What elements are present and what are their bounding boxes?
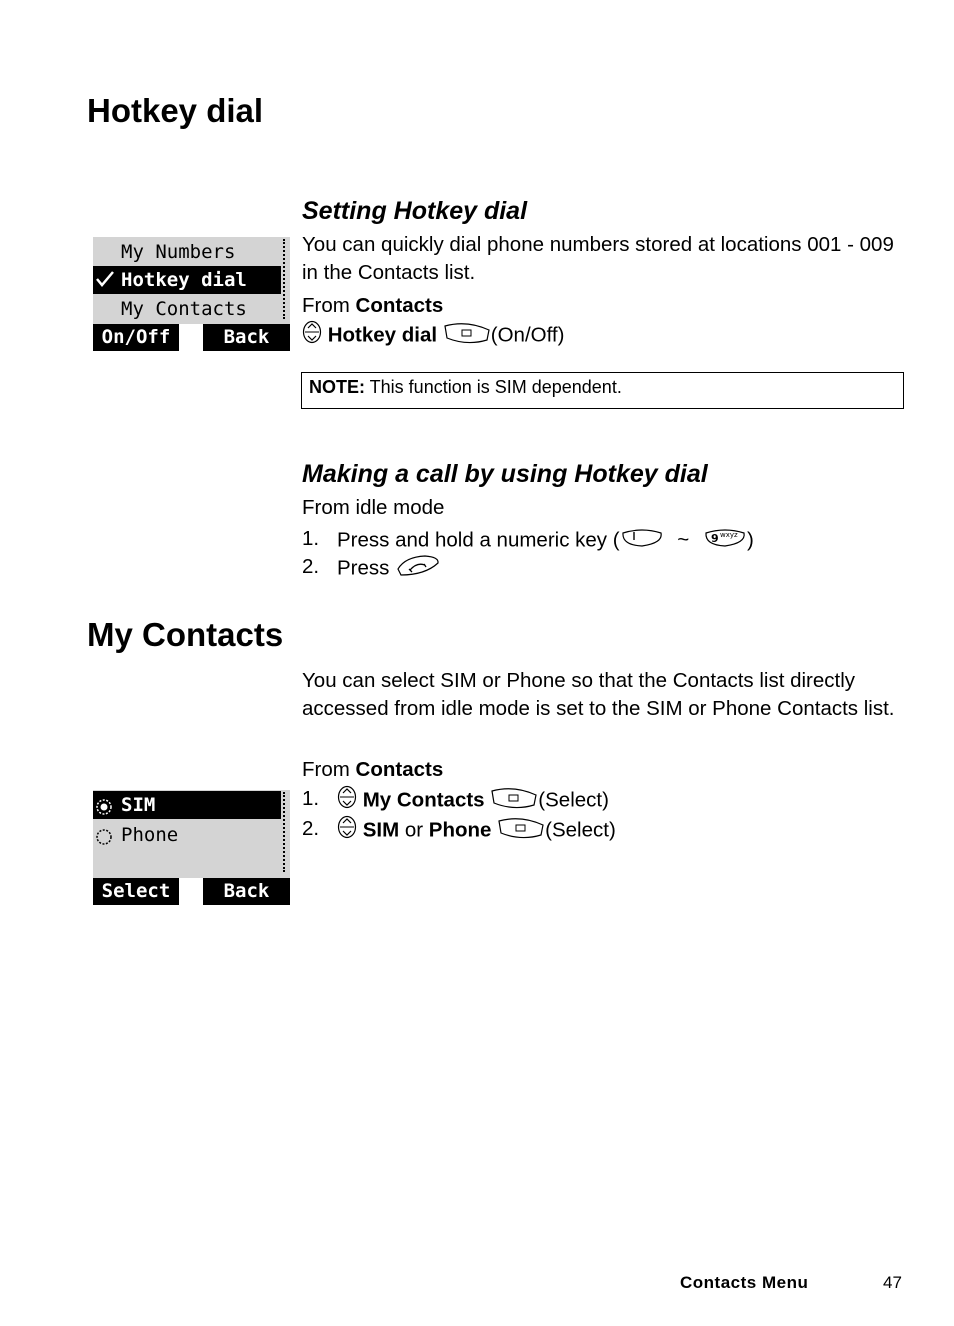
step-on-off: (On/Off) xyxy=(490,323,565,347)
note-text: This function is SIM dependent. xyxy=(365,377,622,397)
screen-item-phone-label: Phone xyxy=(121,824,179,846)
softkey-right-back: Back xyxy=(203,324,290,351)
call-step-2 xyxy=(302,553,390,581)
screen-item-my-contacts: My Contacts xyxy=(121,298,247,320)
section-title-my-contacts: My Contacts xyxy=(87,616,284,653)
send-call-icon xyxy=(395,553,441,585)
step-or: or xyxy=(399,818,429,842)
from-prefix: From xyxy=(302,294,356,317)
my-contacts-from-line xyxy=(302,756,443,784)
screen-scrollbar xyxy=(283,239,288,319)
softkey-left-on-off: On/Off xyxy=(93,324,179,351)
call-step-1-close: ) xyxy=(746,528,754,552)
screen-item-phone xyxy=(93,821,281,849)
step-number: 2. xyxy=(302,555,320,578)
step-number: 1. xyxy=(302,527,320,550)
setting-paragraph: You can quickly dial phone numbers stored at locations 001 - 009 in the Contacts list. xyxy=(302,233,894,284)
key-1-icon xyxy=(620,525,664,557)
step-number: 1. xyxy=(302,787,320,810)
screen-item-sim xyxy=(93,791,281,819)
call-step-1 xyxy=(302,525,754,553)
tilde: ~ xyxy=(677,528,690,552)
step-my-contacts: My Contacts xyxy=(362,788,485,812)
step-sim: SIM xyxy=(362,818,400,842)
step-select: (Select) xyxy=(545,818,616,842)
phone-screen-hotkey xyxy=(93,237,290,351)
phone-screen-my-contacts xyxy=(93,790,290,905)
section-title-hotkey-dial: Hotkey dial xyxy=(87,92,264,129)
softkey-icon xyxy=(497,815,545,847)
step-number: 2. xyxy=(302,817,320,840)
footer-section-name: Contacts Menu xyxy=(680,1273,809,1292)
call-step-1-text: Press and hold a numeric key ( xyxy=(337,528,620,552)
setting-step-line xyxy=(302,320,564,352)
screen-scrollbar xyxy=(283,792,288,872)
footer-page-number: 47 xyxy=(883,1273,902,1292)
softkey-right-back: Back xyxy=(203,878,290,905)
contacts-step-2-body xyxy=(337,815,616,847)
contacts-step-1 xyxy=(302,785,609,813)
radio-empty-icon xyxy=(95,826,113,854)
screen-item-my-numbers: My Numbers xyxy=(121,241,236,263)
svg-text:wxyz: wxyz xyxy=(719,531,738,539)
from-idle-line: From idle mode xyxy=(302,496,445,519)
screen-item-hotkey-label: Hotkey dial xyxy=(121,269,247,291)
subsection-title-making-call: Making a call by using Hotkey dial xyxy=(302,460,708,488)
note-label: NOTE: xyxy=(309,377,365,397)
radio-selected-icon xyxy=(95,796,113,824)
screen-item-sim-label: SIM xyxy=(121,794,156,816)
note-box xyxy=(301,372,904,409)
softkey-icon xyxy=(443,320,491,352)
nav-updown-icon xyxy=(337,815,357,847)
setting-from-line xyxy=(302,292,443,320)
softkey-icon xyxy=(490,785,538,817)
contacts-step-2 xyxy=(302,815,616,843)
step-hotkey-dial: Hotkey dial xyxy=(327,323,438,347)
step-select: (Select) xyxy=(538,788,609,812)
from-contacts: Contacts xyxy=(355,758,444,781)
svg-text:9: 9 xyxy=(710,532,719,545)
subsection-title-setting: Setting Hotkey dial xyxy=(302,197,528,225)
from-contacts: Contacts xyxy=(355,294,444,317)
my-contacts-paragraph: You can select SIM or Phone so that the Contacts list directly accessed from idle mode is set to the SIM or Phone Contacts list. xyxy=(302,669,895,720)
nav-updown-icon xyxy=(337,785,357,817)
key-9-icon xyxy=(703,525,747,557)
screen-item-hotkey-dial xyxy=(93,266,281,294)
nav-updown-icon xyxy=(302,320,322,352)
softkey-left-select: Select xyxy=(93,878,179,905)
step-phone: Phone xyxy=(428,818,492,842)
call-step-2-body xyxy=(337,553,441,585)
contacts-step-1-body xyxy=(337,785,609,817)
call-step-2-text: Press xyxy=(337,556,390,580)
from-prefix: From xyxy=(302,758,356,781)
